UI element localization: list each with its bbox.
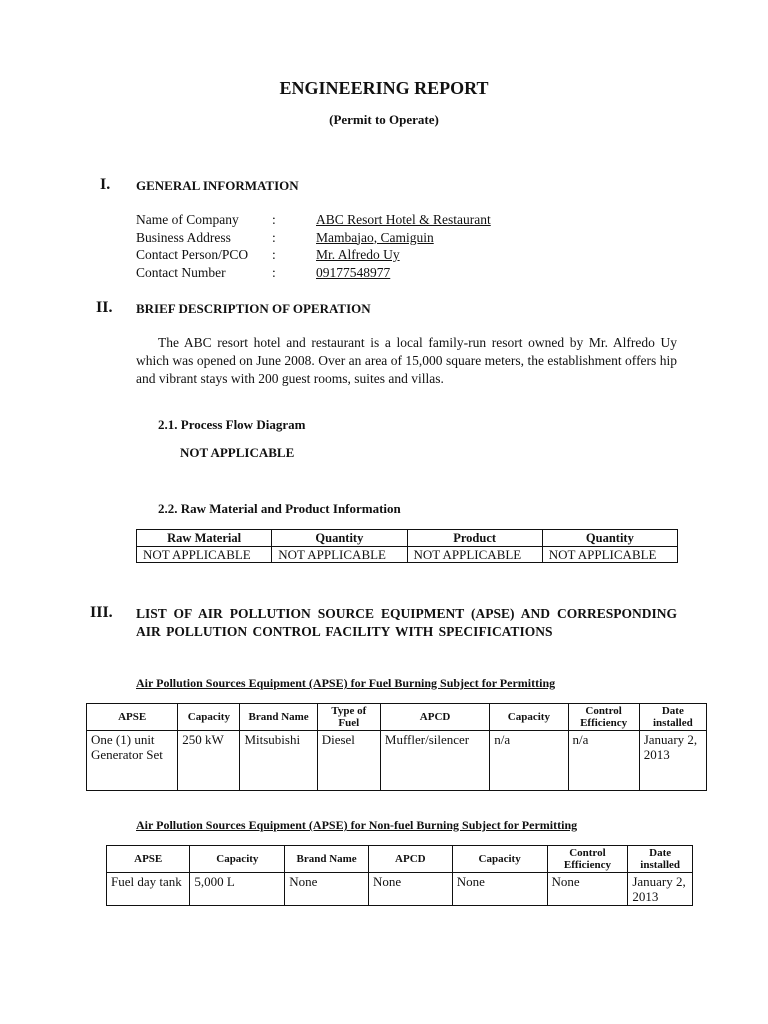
report-subtitle: (Permit to Operate) (329, 112, 439, 127)
column-header: Capacity (490, 704, 568, 731)
report-title: ENGINEERING REPORT (279, 78, 489, 98)
info-row-company (136, 211, 491, 229)
column-header: Date installed (628, 846, 693, 873)
info-row-contact-person (136, 246, 491, 264)
table-cell: 250 kW (178, 731, 240, 791)
info-colon: : (272, 247, 276, 262)
column-header: Brand Name (240, 704, 317, 731)
raw-material-heading: 2.2. Raw Material and Product Information (158, 501, 401, 516)
info-row-address (136, 229, 491, 247)
column-header: Quantity (272, 530, 407, 547)
table-cell: n/a (568, 731, 639, 791)
table-cell: None (368, 873, 452, 906)
info-row-contact-number (136, 264, 491, 282)
table-cell: January 2, 2013 (639, 731, 706, 791)
info-value: ABC Resort Hotel & Restaurant (316, 212, 491, 227)
info-colon: : (272, 212, 276, 227)
table-header-row (137, 530, 678, 547)
info-label: Business Address (136, 229, 231, 245)
column-header: APCD (368, 846, 452, 873)
table-row (87, 731, 707, 791)
process-flow-value: NOT APPLICABLE (180, 445, 295, 460)
info-label: Name of Company (136, 212, 239, 227)
info-value: 09177548977 (316, 264, 391, 280)
column-header: Capacity (190, 846, 285, 873)
operation-description: The ABC resort hotel and restaurant is a local family-run resort owned by Mr. Alfredo Uy which was opened on June 2008. Over an area of 15,000 square meters, the establishment offers hip and vibrant stays with 200 guest rooms, suites and villas. (136, 335, 677, 386)
column-header: Quantity (542, 530, 677, 547)
table-row (107, 873, 693, 906)
column-header: Raw Material (137, 530, 272, 547)
table-cell: NOT APPLICABLE (542, 547, 677, 563)
column-header: APSE (107, 846, 190, 873)
table-cell: Diesel (317, 731, 380, 791)
section-2-heading: BRIEF DESCRIPTION OF OPERATION (136, 301, 371, 316)
nonfuel-burning-title: Air Pollution Sources Equipment (APSE) for Non-fuel Burning Subject for Permitting (136, 818, 578, 832)
column-header: Product (407, 530, 542, 547)
nonfuel-burning-table (106, 845, 693, 906)
table-cell: Fuel day tank (107, 873, 190, 906)
info-label: Contact Person/PCO (136, 247, 249, 262)
info-value: Mambajao, Camiguin (316, 229, 434, 245)
column-header: Capacity (452, 846, 547, 873)
table-cell: n/a (490, 731, 568, 791)
table-cell: January 2, 2013 (628, 873, 693, 906)
section-3-numeral: III. (90, 604, 113, 621)
table-cell: Mitsubishi (240, 731, 317, 791)
info-colon: : (272, 264, 276, 280)
table-cell: None (285, 873, 369, 906)
column-header: Capacity (178, 704, 240, 731)
column-header: APCD (380, 704, 489, 731)
table-cell: None (452, 873, 547, 906)
column-header: APSE (87, 704, 178, 731)
table-cell: NOT APPLICABLE (272, 547, 407, 563)
fuel-burning-table (86, 703, 707, 791)
column-header: Type of Fuel (317, 704, 380, 731)
info-value: Mr. Alfredo Uy (316, 247, 400, 262)
table-cell: 5,000 L (190, 873, 285, 906)
raw-material-table (136, 529, 678, 563)
general-info-list (136, 211, 491, 281)
table-cell: NOT APPLICABLE (407, 547, 542, 563)
column-header: Control Efficiency (568, 704, 639, 731)
process-flow-heading: 2.1. Process Flow Diagram (158, 417, 306, 432)
info-label: Contact Number (136, 264, 226, 280)
fuel-burning-title: Air Pollution Sources Equipment (APSE) for Fuel Burning Subject for Permitting (136, 676, 556, 690)
table-cell: None (547, 873, 628, 906)
section-1-heading: GENERAL INFORMATION (136, 178, 299, 193)
table-cell: One (1) unit Generator Set (87, 731, 178, 791)
column-header: Control Efficiency (547, 846, 628, 873)
column-header: Brand Name (285, 846, 369, 873)
section-3-heading: LIST OF AIR POLLUTION SOURCE EQUIPMENT (APSE) AND CORRESPONDING AIR POLLUTION CONTROL FACILITY WITH SPECIFICATIONS (136, 606, 677, 639)
section-1-numeral: I. (100, 176, 111, 193)
table-cell: Muffler/silencer (380, 731, 489, 791)
table-row (137, 547, 678, 563)
column-header: Date installed (639, 704, 706, 731)
info-colon: : (272, 229, 276, 245)
table-cell: NOT APPLICABLE (137, 547, 272, 563)
table-header-row (87, 704, 707, 731)
section-2-numeral: II. (96, 299, 113, 316)
table-header-row (107, 846, 693, 873)
